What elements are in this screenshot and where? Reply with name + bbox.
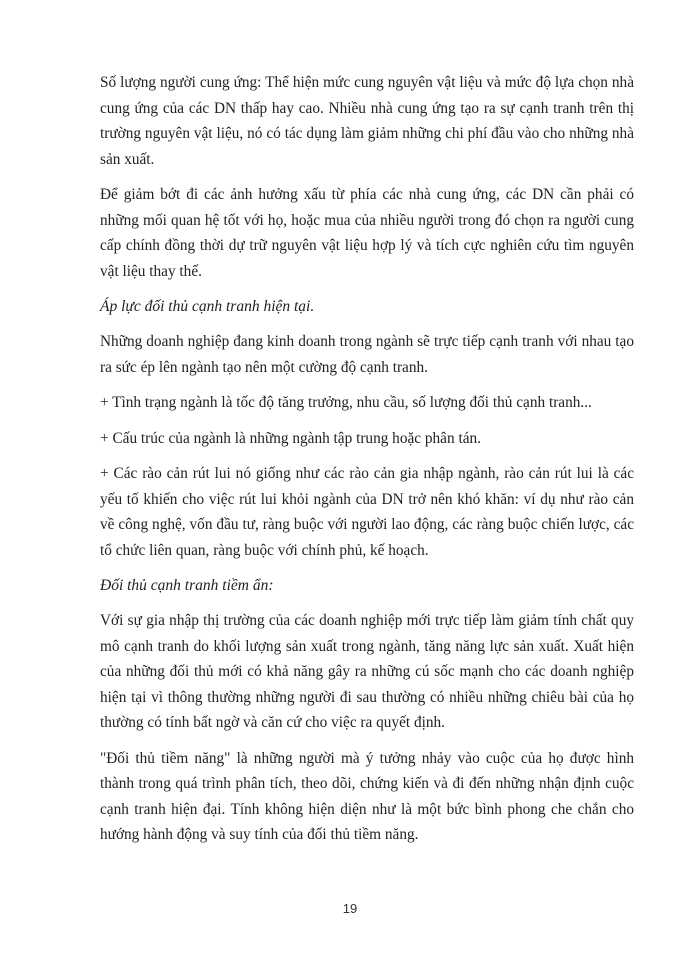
paragraph-reduce-supplier-influence: Để giảm bớt đi các ảnh hưởng xấu từ phía các nhà cung ứng, các DN cần phải có những mối quan hệ tốt với họ, hoặc mua của nhiều người trong đó chọn ra người cung cấp chính đồng thời dự trữ nguyên vật liệu hợp lý và tích cực nghiên cứu tìm nguyên vật liệu thay thế.: [100, 186, 634, 280]
heading-potential-competitors: Đối thủ cạnh tranh tiềm ẩn:: [100, 577, 274, 594]
paragraph-supplier-count: Số lượng người cung ứng: Thể hiện mức cung nguyên vật liệu và mức độ lựa chọn nhà cung ứng của các DN thấp hay cao. Nhiều nhà cung ứng tạo ra sự cạnh tranh trên thị trường nguyên vật liệu, nó có tác dụng làm giảm những chi phí đầu vào cho những nhà sản xuất.: [100, 74, 634, 168]
heading-current-competitors: Áp lực đối thủ cạnh tranh hiện tại.: [100, 298, 315, 315]
paragraph-industry-structure: + Cấu trúc của ngành là những ngành tập trung hoặc phân tán.: [100, 429, 481, 447]
page-number: 19: [342, 901, 358, 916]
paragraph-new-entrants: Với sự gia nhập thị trường của các doanh nghiệp mới trực tiếp làm giảm tính chất quy mô cạnh tranh do khối lượng sản xuất trong ngành, tăng năng lực sản xuất. Xuất hiện của những đối thủ mới có khả năng gây ra những cú sốc mạnh cho các doanh nghiệp hiện tại vì thông thường những người đi sau thường có nhiều những chiêu bài của họ thường có tính bất ngờ và căn cứ cho việc ra quyết định.: [100, 612, 634, 731]
document-body: [100, 70, 634, 858]
paragraph-exit-barriers: + Các rào cản rút lui nó giống như các rào cản gia nhập ngành, rào cản rút lui là các yếu tố khiến cho việc rút lui khỏi ngành của DN trở nên khó khăn: ví dụ như rào cản về công nghệ, vốn đầu tư, ràng buộc với người lao động, các ràng buộc chiến lược, các tổ chức liên quan, ràng buộc với chính phủ, kế hoạch.: [100, 465, 634, 559]
paragraph-industry-status: + Tình trạng ngành là tốc độ tăng trưởng, nhu cầu, số lượng đối thủ cạnh tranh...: [100, 394, 592, 411]
paragraph-potential-rivals: "Đối thủ tiềm năng" là những người mà ý tưởng nhảy vào cuộc của họ được hình thành trong quá trình phân tích, theo dõi, chứng kiến và đi đến những nhận định cuộc cạnh tranh hiện đại. Tính không hiện diện như là một bức bình phong che chắn cho hướng hành động và suy tính của đối thủ tiềm năng.: [100, 749, 634, 843]
paragraph-industry-competition: Những doanh nghiệp đang kinh doanh trong ngành sẽ trực tiếp cạnh tranh với nhau tạo ra sức ép lên ngành tạo nên một cường độ cạnh tranh.: [100, 333, 634, 376]
